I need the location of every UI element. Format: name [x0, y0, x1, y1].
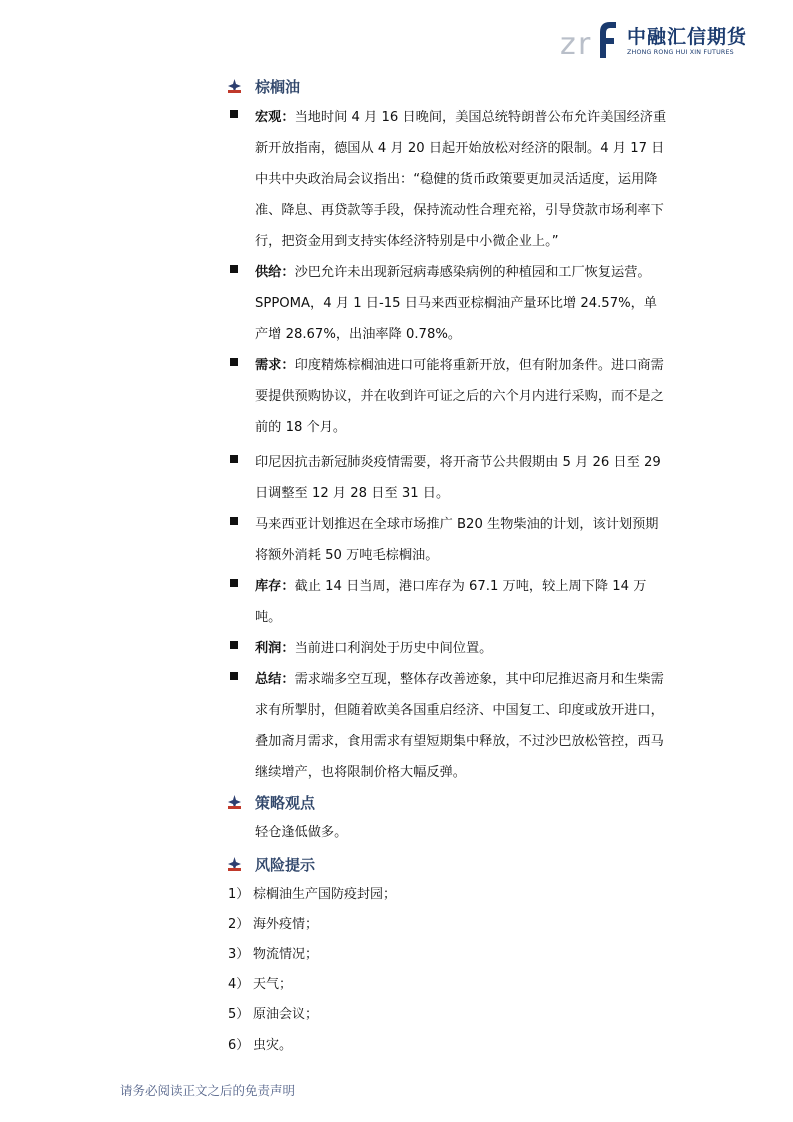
bullet-square-icon [230, 517, 238, 525]
svg-text:r: r [578, 27, 591, 62]
risk-item: 5） 原油会议； [228, 1007, 319, 1022]
risk-item: 2） 海外疫情； [228, 917, 319, 932]
strategy-text: 轻仓逢低做多。 [255, 825, 348, 840]
bullet-profit: 利润：当前进口利润处于历史中间位置。 [228, 633, 668, 664]
logo-chinese-name: 中融汇信期货 [627, 26, 748, 48]
zrf-logo-icon [560, 18, 624, 62]
company-logo [560, 18, 775, 62]
section-heading-palm-oil: 棕榈油 [228, 75, 300, 97]
section-heading-risk: 风险提示 [228, 853, 315, 875]
svg-text:z: z [560, 27, 576, 62]
section-heading-strategy: 策略观点 [228, 791, 315, 813]
logo-english-name: ZHONG RONG HUI XIN FUTURES [627, 49, 734, 56]
section-marker-icon [228, 857, 241, 871]
bullet-demand: 需求：印度精炼棕榈油进口可能将重新开放，但有附加条件。进口商需要提供预购协议，并在收到许可证之后的六个月内进行采购，而不是之前的 18 个月。 [228, 350, 668, 443]
bullet-indonesia: 印尼因抗击新冠肺炎疫情需要，将开斋节公共假期由 5 月 26 日至 29 日调整至 12 月 28 日至 31 日。 [228, 447, 668, 509]
bullet-supply: 供给：沙巴允许未出现新冠病毒感染病例的种植园和工厂恢复运营。SPPOMA，4 月 1 日-15 日马来西亚棕榈油产量环比增 24.57%，单产增 28.67%，出油率降 0.78%。 [228, 257, 668, 350]
bullet-square-icon [230, 641, 238, 649]
bullet-square-icon [230, 265, 238, 273]
section-marker-icon [228, 79, 241, 93]
bullet-square-icon [230, 110, 238, 118]
bullet-malaysia: 马来西亚计划推迟在全球市场推广 B20 生物柴油的计划，该计划预期将额外消耗 50 万吨毛棕榈油。 [228, 509, 668, 571]
risk-item: 4） 天气； [228, 977, 293, 992]
risk-item: 1） 棕榈油生产国防疫封园； [228, 887, 397, 902]
bullet-summary: 总结：需求端多空互现，整体存改善迹象，其中印尼推迟斋月和生柴需求有所掣肘，但随着欧美各国重启经济、中国复工、印度或放开进口，叠加斋月需求，食用需求有望短期集中释放，不过沙巴放松管控，西马继续增产，也将限制价格大幅反弹。 [228, 664, 668, 788]
section-marker-icon [228, 795, 241, 809]
bullet-square-icon [230, 579, 238, 587]
bullet-square-icon [230, 455, 238, 463]
risk-item: 3） 物流情况； [228, 947, 319, 962]
bullet-inventory: 库存：截止 14 日当周，港口库存为 67.1 万吨，较上周下降 14 万吨。 [228, 571, 668, 633]
bullet-square-icon [230, 358, 238, 366]
bullet-macro: 宏观：当地时间 4 月 16 日晚间，美国总统特朗普公布允许美国经济重新开放指南，德国从 4 月 20 日起开始放松对经济的限制。4 月 17 日中共中央政治局会议指出：“稳健的货币政策要更加灵活适度，运用降准、降息、再贷款等手段，保持流动性合理充裕，引导贷款市场利率下行，把资金用到支持实体经济特别是中小微企业上。” [228, 102, 668, 257]
bullet-square-icon [230, 672, 238, 680]
footer-disclaimer: 请务必阅读正文之后的免责声明 [120, 1083, 296, 1098]
risk-item: 6） 虫灾。 [228, 1038, 293, 1053]
